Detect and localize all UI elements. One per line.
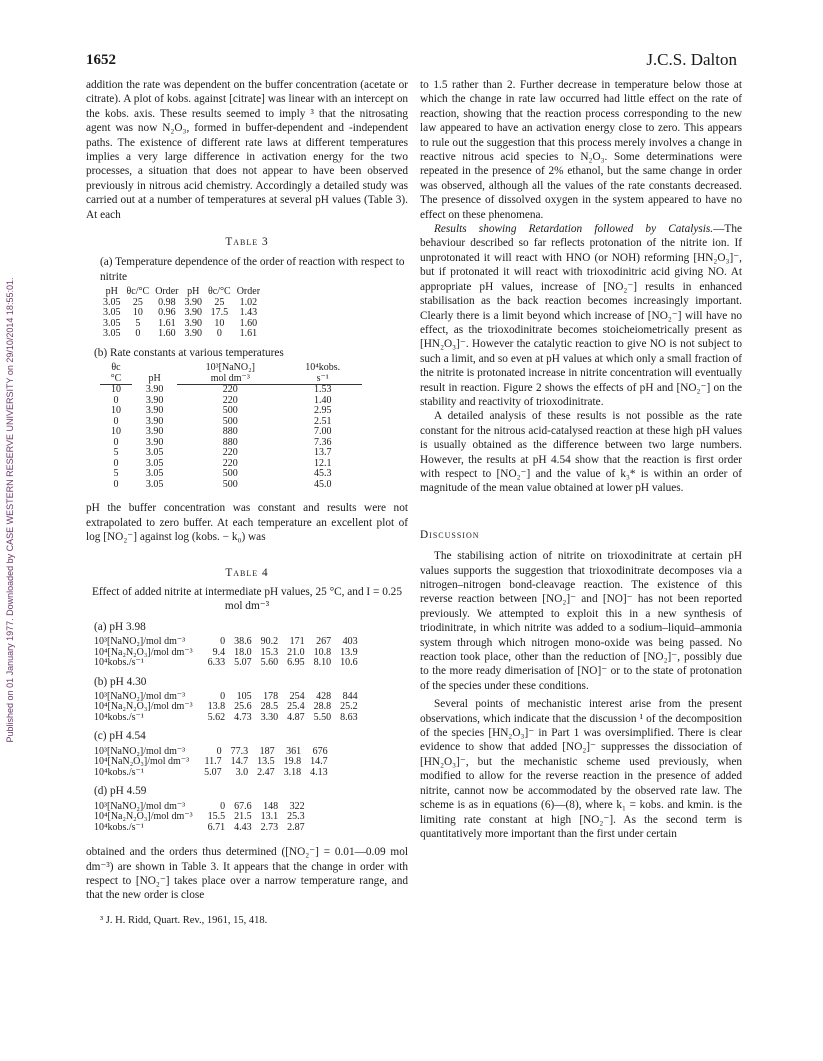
- table-cell: 10.6: [340, 657, 358, 669]
- table-cell: 2.87: [287, 821, 305, 833]
- table-cell: 45.3: [313, 468, 332, 480]
- table-cell: 28.8: [313, 701, 332, 713]
- table-cell: 13.7: [313, 447, 332, 459]
- table-header-row: [100, 374, 362, 385]
- table3a: [100, 287, 263, 340]
- table-cell: 13.1: [260, 811, 279, 823]
- table-cell: 3.05: [145, 447, 164, 459]
- table-cell: 10: [214, 317, 225, 329]
- table-cell: 844: [342, 690, 358, 702]
- table-cell: 8.63: [340, 711, 358, 723]
- table-cell: 10: [111, 405, 122, 417]
- table-cell: 676: [312, 745, 328, 757]
- section-lead: Results showing Retardation followed by Catalysis.: [434, 223, 714, 236]
- table-cell: 3.90: [184, 328, 203, 340]
- paragraph: The stabilising action of nitrite on trioxodinitrate at certain pH values supports the suggestion that trioxodinitrate decomposes via a nitrogen–nitrogen bond-cleavage reaction. The existence of this reverse reaction between [NO₂]⁻ and [NO]⁻ has not been reported previously. We attempted to exploit this in a new synthesis of triodinitrate, in which nitrite was added to a sodium–liquid–ammonia system through which nitrogen mono-oxide was being passed. No reaction took place, other than the reduction of [NO₂]⁻, possibly due to the more ready dimerisation of [NO]⁻ or to the state of protonation of the species under these conditions.: [420, 550, 742, 692]
- table-cell: 254: [289, 690, 305, 702]
- table-row: [86, 823, 305, 834]
- table-cell: 1.53: [313, 384, 332, 396]
- table-cell: 0.96: [158, 307, 176, 319]
- download-notice-text: Published on 01 January 1977. Downloaded by CASE WESTERN RESERVE UNIVERSITY on 29/10/2014 18:55:01.: [5, 277, 15, 743]
- table-cell: 25: [214, 296, 225, 308]
- table-cell: 0.98: [158, 296, 176, 308]
- table4: [86, 620, 408, 834]
- table-header-cell: [132, 363, 177, 374]
- download-notice: [3, 150, 17, 870]
- table-cell: 0: [216, 745, 222, 757]
- footnote: ³ J. H. Ridd, Quart. Rev., 1961, 15, 418.: [100, 914, 268, 926]
- table-cell: 25: [132, 296, 143, 308]
- table-cell: 0: [113, 436, 119, 448]
- table-cell: 5.07: [204, 766, 222, 778]
- table-cell: 5: [113, 468, 119, 480]
- table-cell: 2.51: [313, 415, 332, 427]
- table-cell: 10: [132, 307, 143, 319]
- table-cell: 28.5: [260, 701, 279, 713]
- table-cell: 500: [222, 478, 238, 490]
- table-cell: 1.40: [313, 394, 332, 406]
- table-cell: 21.0: [287, 646, 305, 658]
- table-cell: 5: [135, 317, 141, 329]
- table-header-cell: 10³[NaNO₂]: [205, 362, 255, 374]
- table4-block: [86, 747, 328, 779]
- table4-block-label: (d) pH 4.59: [94, 785, 147, 798]
- table-cell: 4.43: [234, 821, 252, 833]
- paragraph: A detailed analysis of these results is not possible as the rate constant for the nitrous acid-catalysed reaction at these high pH values is usually obtained as the difference between two large numbers. However, the results at pH 4.54 show that the reaction is first order with respect to [NO₂⁻] and the value of k₃* is within an order of magnitude of the mean value obtained at lower pH values.: [420, 410, 742, 495]
- table-cell: 3.05: [103, 307, 121, 319]
- table-cell: 0: [113, 415, 119, 427]
- table-cell: 220: [222, 384, 238, 396]
- row-label: 10⁴[Na₂N₂O₃]/mol dm⁻³: [94, 811, 193, 823]
- table-row: [100, 329, 263, 340]
- table-cell: 0: [113, 457, 119, 469]
- table-cell: 77.3: [230, 745, 249, 757]
- table4-block-label: (c) pH 4.54: [94, 730, 146, 743]
- table-cell: 25.4: [287, 701, 305, 713]
- table-cell: 5.07: [234, 657, 252, 669]
- table-cell: 10.8: [313, 646, 332, 658]
- table-cell: 105: [236, 690, 252, 702]
- table-row: [100, 308, 263, 319]
- paragraph: [420, 222, 742, 409]
- table3a-caption: (a) Temperature dependence of the order of reaction with respect to nitrite: [100, 256, 405, 283]
- table-cell: 3.18: [283, 766, 302, 778]
- table-cell: 187: [259, 745, 275, 757]
- table-cell: 13.9: [340, 646, 358, 658]
- table-cell: 4.73: [234, 711, 252, 723]
- row-label: 10³[NaNO₂]/mol dm⁻³: [94, 745, 186, 757]
- table-header-cell: θc/°C: [208, 286, 231, 298]
- table-cell: 6.33: [207, 657, 226, 669]
- table-cell: 6.95: [287, 657, 305, 669]
- table-cell: 10: [111, 426, 122, 438]
- table-cell: 1.02: [239, 296, 258, 308]
- table-cell: 3.90: [145, 415, 164, 427]
- table-row: [100, 480, 362, 491]
- table-cell: 220: [222, 457, 238, 469]
- table-cell: 500: [222, 468, 238, 480]
- table-cell: 3.30: [260, 711, 279, 723]
- table-cell: 0: [220, 800, 226, 812]
- table-cell: 428: [316, 690, 332, 702]
- paragraph: Several points of mechanistic interest arise from the present observations, which indicate that the discussion ¹ of the decomposition of the species [HN₂O₃]⁻ in Part 1 was oversimplified. There is clear evidence to show that added [NO₂]⁻ suppresses the dissociation of [HN₂O₃]⁻, but the mechanistic scheme used previously, when modified to allow for the reverse reaction in the presence of added nitrite, cannot now be accommodated by the observed rate law. The scheme is as in equations (6)—(8), where k₁ = kobs. and kmin. is the limiting rate constant at high [NO₂⁻]. As the second term is quantitatively more important than the first under certain: [420, 698, 742, 840]
- table-cell: 220: [222, 447, 238, 459]
- table-cell: 3.90: [145, 405, 164, 417]
- table-cell: 0: [113, 478, 119, 490]
- table-cell: 11.7: [204, 756, 222, 768]
- left-column: [86, 78, 408, 928]
- table-cell: 171: [289, 636, 305, 648]
- table4-block: [86, 692, 358, 724]
- table-cell: 403: [342, 636, 358, 648]
- table-row: [86, 713, 358, 724]
- table-cell: 178: [263, 690, 279, 702]
- table4-title: Table 4: [225, 567, 269, 580]
- table-cell: 18.0: [234, 646, 252, 658]
- table-cell: 2.95: [313, 405, 332, 417]
- table-cell: 3.05: [145, 478, 164, 490]
- intro-paragraph: addition the rate was dependent on the buffer concentration (acetate or citrate). A plot of kobs. against [citrate] was linear with an intercept on the kobs. axis. These results seemed to imply ³ that the nitrosating agent was now N₂O₃, formed in buffer-dependent and -independent paths. The existence of different rate laws at different temperatures implies a very large difference in activation energy for the two processes, a situation that does not appear to have been observed previously in nitrous acid chemistry. Accordingly a detailed study was carried out at a number of temperatures at several pH values (Table 3). At each: [86, 79, 408, 221]
- table-cell: 7.00: [313, 426, 332, 438]
- table-cell: 13.8: [207, 701, 226, 713]
- table-cell: 3.05: [145, 468, 164, 480]
- table3b: [100, 363, 362, 490]
- table3b-caption: (b) Rate constants at various temperatures: [94, 346, 284, 359]
- table-cell: 3.05: [103, 328, 121, 340]
- right-column: [420, 78, 742, 841]
- table-cell: 19.8: [283, 756, 302, 768]
- table-cell: 13.5: [257, 756, 275, 768]
- page-number: 1652: [86, 52, 116, 68]
- table-cell: 14.7: [230, 756, 249, 768]
- table-cell: 14.7: [310, 756, 328, 768]
- table-cell: 3.05: [103, 317, 121, 329]
- table-header-cell: pH: [105, 286, 118, 298]
- table-cell: 0: [113, 394, 119, 406]
- table-header-cell: 10⁴kobs.: [305, 362, 341, 374]
- table-cell: 5.62: [207, 711, 226, 723]
- row-label: 10⁴kobs./s⁻¹: [94, 657, 144, 669]
- table-cell: 0: [220, 690, 226, 702]
- row-label: 10³[NaNO₂]/mol dm⁻³: [94, 800, 186, 812]
- paragraph: obtained and the orders thus determined ([NO₂⁻] = 0.01—0.09 mol dm⁻³) are shown in Table 3. It appears that the change in order with respect to [NO₂⁻] takes place over a narrow temperature range, and that the new order is close: [86, 846, 408, 902]
- table-cell: 3.90: [145, 436, 164, 448]
- table-cell: 322: [289, 800, 305, 812]
- table-header-cell: s⁻¹: [283, 374, 362, 385]
- table3-title: Table 3: [225, 236, 269, 249]
- table-header-row: [100, 287, 263, 298]
- table-cell: 0: [220, 636, 226, 648]
- table4-block-label: (a) pH 3.98: [94, 620, 146, 633]
- table-row: [86, 637, 358, 648]
- table-cell: 5.60: [260, 657, 279, 669]
- table-row: [100, 319, 263, 330]
- table-cell: 15.5: [207, 811, 226, 823]
- table-cell: 67.6: [234, 800, 252, 812]
- row-label: 10³[NaNO₂]/mol dm⁻³: [94, 690, 186, 702]
- table4-block: [86, 637, 358, 669]
- table-cell: 3.05: [103, 296, 121, 308]
- table-header-cell: θc: [111, 362, 121, 374]
- table-cell: 880: [222, 436, 238, 448]
- table-header-cell: pH: [148, 373, 161, 385]
- table-cell: 25.2: [340, 701, 358, 713]
- table-cell: 25.3: [287, 811, 305, 823]
- table-cell: 267: [316, 636, 332, 648]
- table-cell: 0: [216, 328, 222, 340]
- table-cell: 15.3: [260, 646, 279, 658]
- row-label: 10⁴kobs./s⁻¹: [94, 711, 144, 723]
- row-label: 10⁴[Na₂N₂O₃]/mol dm⁻³: [94, 646, 193, 658]
- table-cell: 3.90: [184, 317, 203, 329]
- table-cell: 7.36: [313, 436, 332, 448]
- table-header-cell: mol dm⁻³: [177, 374, 283, 385]
- table-cell: 1.61: [239, 328, 258, 340]
- table-cell: 5.50: [313, 711, 332, 723]
- table-row: [86, 658, 358, 669]
- table-cell: 1.61: [158, 317, 176, 329]
- table-header-cell: °C: [100, 374, 132, 385]
- table-cell: 361: [286, 745, 302, 757]
- table4-block: [86, 802, 305, 834]
- table-cell: 3.90: [145, 384, 164, 396]
- table-cell: 3.90: [145, 394, 164, 406]
- paragraph: pH the buffer concentration was constant and results were not extrapolated to zero buffer. At each temperature an excellent plot of log [NO₂⁻] against log (kobs. − k₀) was: [86, 502, 408, 543]
- table-cell: 4.87: [287, 711, 305, 723]
- table-cell: 45.0: [313, 478, 332, 490]
- table-cell: 38.6: [234, 636, 252, 648]
- table-cell: 6.71: [207, 821, 226, 833]
- table4-block-label: (b) pH 4.30: [94, 675, 147, 688]
- table-cell: 8.10: [313, 657, 332, 669]
- journal-name: J.C.S. Dalton: [646, 50, 737, 69]
- paragraph: to 1.5 rather than 2. Further decrease in temperature below those at which the change in rate law occurred had little effect on the rate of reaction, showing that the reaction process corresponding to the new law appeared to have an activation energy close to zero. This appears to rule out the suggestion that this process merely involves a change in reactive nitrous acid species to N₂O₃. Some determinations were repeated in the presence of 2% ethanol, but the same change in order was observed, although all the values of the rate constants decreased. The presence of dissolved oxygen in the system appeared to have no effect on these phenomena.: [420, 79, 742, 221]
- table-header-cell: Order: [155, 286, 179, 298]
- table-cell: 1.60: [158, 328, 176, 340]
- table-row: [86, 768, 328, 779]
- table-cell: 3.05: [145, 457, 164, 469]
- table-cell: 3.90: [184, 307, 203, 319]
- table-header-cell: θc/°C: [126, 286, 150, 298]
- table-cell: 1.60: [239, 317, 258, 329]
- table-cell: 10: [111, 384, 122, 396]
- table-cell: 17.5: [210, 307, 229, 319]
- table-cell: 2.47: [257, 766, 275, 778]
- table-cell: 3.90: [145, 426, 164, 438]
- row-label: 10⁴kobs./s⁻¹: [94, 766, 144, 778]
- table-cell: 148: [263, 800, 279, 812]
- table-cell: 1.43: [239, 307, 258, 319]
- paragraph-text: —The behaviour described so far reflects protonation of the nitrite ion. If unprotonated it will react with HNO (or NOH) reforming [HN₂O₃]⁻, but if protonated it will react with trioxodinitric acid giving NO. At appropriate pH values, increase of [NO₂⁻] results in enhanced stabilisation as the back reaction becomes increasingly important. Clearly there is a limit beyond which increase of [NO₂⁻] will have no effect, as the trioxodinitrate becomes stoicheiometrically present as [HN₂O₃]⁻. However the catalytic reaction to give NO is not subject to such a limit, and so even at pH values at which only a small fraction of the nitrite is protonated increase in nitrite concentration will eventually result in reaction. Figure 2 shows the effects of pH and [NO₂⁻] on the stability and reactivity of trioxodinitrate.: [420, 223, 742, 408]
- table-cell: 500: [222, 405, 238, 417]
- row-label: 10⁴[NaN₂O₃]/mol dm⁻³: [94, 756, 190, 768]
- table-row: [100, 298, 263, 309]
- table-cell: 9.4: [212, 646, 226, 658]
- table4-caption: Effect of added nitrite at intermediate pH values, 25 °C, and I = 0.25 mol dm⁻³: [92, 585, 402, 613]
- table-cell: 12.1: [313, 457, 332, 469]
- row-label: 10³[NaNO₂]/mol dm⁻³: [94, 636, 186, 648]
- table-cell: 2.73: [260, 821, 279, 833]
- discussion-heading: Discussion: [420, 528, 480, 541]
- table-cell: 5: [113, 447, 119, 459]
- table-header-cell: Order: [236, 286, 261, 298]
- table-cell: 3.90: [184, 296, 203, 308]
- row-label: 10⁴kobs./s⁻¹: [94, 821, 144, 833]
- row-label: 10⁴[Na₂N₂O₃]/mol dm⁻³: [94, 701, 193, 713]
- table-cell: 500: [222, 415, 238, 427]
- table-cell: 21.5: [234, 811, 252, 823]
- table-cell: 90.2: [260, 636, 279, 648]
- table-cell: 4.13: [310, 766, 328, 778]
- table-cell: 880: [222, 426, 238, 438]
- table-cell: 220: [222, 394, 238, 406]
- table-cell: 3.0: [235, 766, 249, 778]
- table-cell: 0: [135, 328, 141, 340]
- table-cell: 25.6: [234, 701, 252, 713]
- table-header-cell: pH: [187, 286, 200, 298]
